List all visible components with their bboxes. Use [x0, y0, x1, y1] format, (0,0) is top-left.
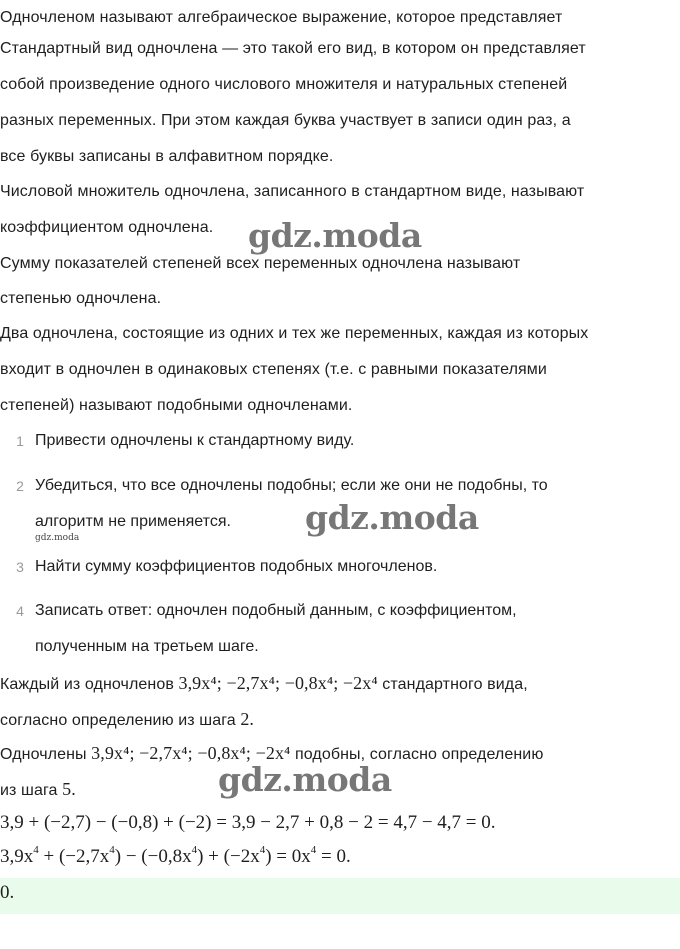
list-item-text: Найти сумму коэффициентов подобных многочленов. — [35, 558, 438, 575]
eq-part: ) + (−2x — [197, 846, 260, 867]
answer-box — [0, 878, 680, 914]
list-item-text: Убедиться, что все одночлены подобны; если же они не подобны, то — [35, 477, 548, 494]
exponent: 4 — [310, 843, 317, 856]
solution-line — [0, 671, 680, 697]
list-item-number: 1 — [16, 433, 24, 449]
eq-part: = 0. — [316, 846, 351, 867]
paragraph-line: степеней) называют подобными одночленами. — [0, 397, 353, 414]
paragraph-line: Два одночлена, состоящие из одних и тех же переменных, каждая из которых — [0, 325, 589, 342]
eq-part: ) = 0x — [265, 846, 311, 867]
list-item-number: 4 — [16, 603, 24, 619]
paragraph-line: Стандартный вид одночлена — это такой его вид, в котором он представляет — [0, 40, 586, 57]
list-item-number: 2 — [16, 478, 24, 494]
paragraph-line: собой произведение одного числового множителя и натуральных степеней — [0, 76, 568, 93]
list-item-text: Записать ответ: одночлен подобный данным, с коэффициентом, — [35, 602, 517, 619]
list-item-number: 3 — [16, 559, 24, 575]
step-number: 2. — [240, 709, 255, 729]
watermark: gdz.moda — [248, 216, 422, 255]
exponent: 4 — [191, 843, 198, 856]
equation-monomials — [0, 843, 351, 868]
list-item-text: полученным на третьем шаге. — [35, 638, 259, 655]
solution-text: согласно определению из шага — [0, 712, 236, 729]
paragraph-line: степенью одночлена. — [0, 290, 162, 307]
solution-text: Одночлены — [0, 746, 87, 763]
monomials-math: 3,9x⁴; −2,7x⁴; −0,8x⁴; −2x⁴ — [178, 673, 378, 693]
exponent: 4 — [33, 843, 39, 856]
watermark: gdz.moda — [305, 498, 479, 537]
eq-part: ) − (−0,8x — [114, 846, 192, 867]
eq-part: + (−2,7x — [38, 846, 110, 867]
step-number: 5. — [62, 779, 76, 799]
paragraph-line: Числовой множитель одночлена, записанного в стандартном виде, называют — [0, 183, 585, 200]
equation-coefficients: 3,9 + (−2,7) − (−0,8) + (−2) = 3,9 − 2,7 + 0,8 − 2 = 4,7 − 4,7 = 0. — [0, 812, 496, 833]
answer-value: 0. — [0, 882, 15, 903]
exponent: 4 — [109, 843, 115, 856]
solution-text: из шага — [0, 782, 58, 799]
exponent: 4 — [259, 843, 266, 856]
list-item-text: Привести одночлены к стандартному виду. — [35, 432, 355, 449]
paragraph-line: входит в одночлен в одинаковых степенях (т.е. с равными показателями — [0, 361, 547, 378]
solution-text: Каждый из одночленов — [0, 676, 174, 693]
paragraph-line: все буквы записаны в алфавитном порядке. — [0, 148, 334, 165]
paragraph-line: Сумму показателей степеней всех переменных одночлена называют — [0, 255, 521, 272]
monomials-math: 3,9x⁴; −2,7x⁴; −0,8x⁴; −2x⁴ — [91, 743, 291, 763]
solution-text: подобны, согласно определению — [294, 746, 544, 763]
watermark-small: gdz.moda — [35, 533, 80, 543]
paragraph-line: Одночленом называют алгебраическое выражение, которое представляет — [0, 9, 563, 26]
paragraph-line: коэффициентом одночлена. — [0, 219, 214, 236]
list-item-text: алгоритм не применяется. — [35, 513, 231, 530]
watermark: gdz.moda — [218, 760, 392, 799]
eq-part: 3,9x — [0, 846, 34, 867]
solution-line — [0, 707, 680, 733]
paragraph-line: разных переменных. При этом каждая буква участвует в записи один раз, а — [0, 112, 571, 129]
solution-text: стандартного вида, — [382, 676, 528, 693]
